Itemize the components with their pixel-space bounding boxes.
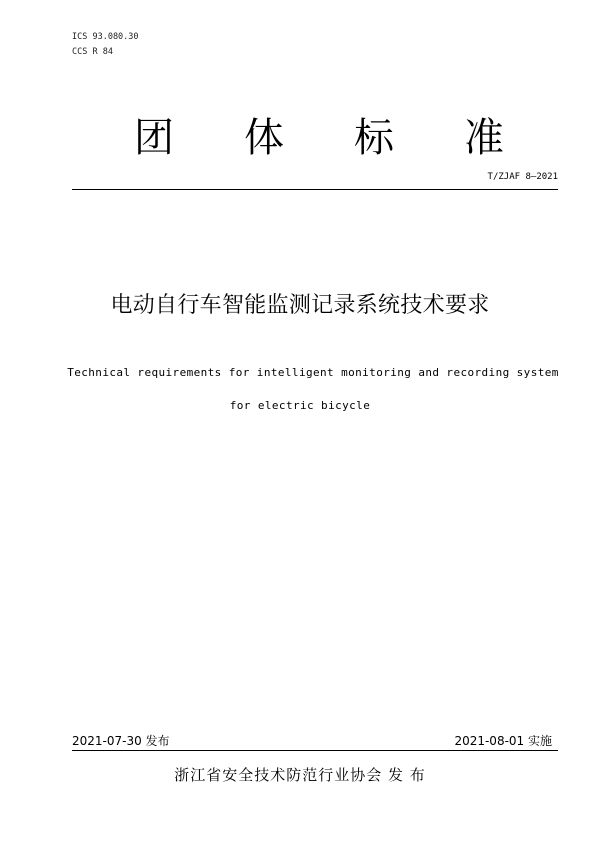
issue-date: 2021-07-30 发布 bbox=[72, 734, 170, 748]
standard-type-heading bbox=[134, 112, 504, 164]
standard-type-char: 标 bbox=[354, 115, 394, 161]
standard-type-char: 团 bbox=[134, 115, 174, 161]
publisher: 浙江省安全技术防范行业协会 发 布 bbox=[174, 766, 426, 784]
standard-number: T/ZJAF 8—2021 bbox=[487, 172, 558, 182]
ics-code: ICS 93.080.30 bbox=[72, 32, 139, 42]
classification-codes bbox=[72, 30, 139, 60]
standard-type-char: 体 bbox=[244, 115, 284, 161]
chinese-title: 电动自行车智能监测记录系统技术要求 bbox=[110, 293, 490, 318]
english-title-line-1: Technical requirements for intelligent monitoring and recording system bbox=[67, 366, 559, 379]
standard-type-char: 准 bbox=[464, 115, 504, 161]
ccs-code: CCS R 84 bbox=[72, 47, 113, 57]
bottom-divider bbox=[72, 750, 558, 751]
implementation-date: 2021-08-01 实施 bbox=[454, 734, 552, 748]
top-divider bbox=[72, 189, 558, 190]
english-title-line-2: for electric bicycle bbox=[229, 399, 371, 412]
